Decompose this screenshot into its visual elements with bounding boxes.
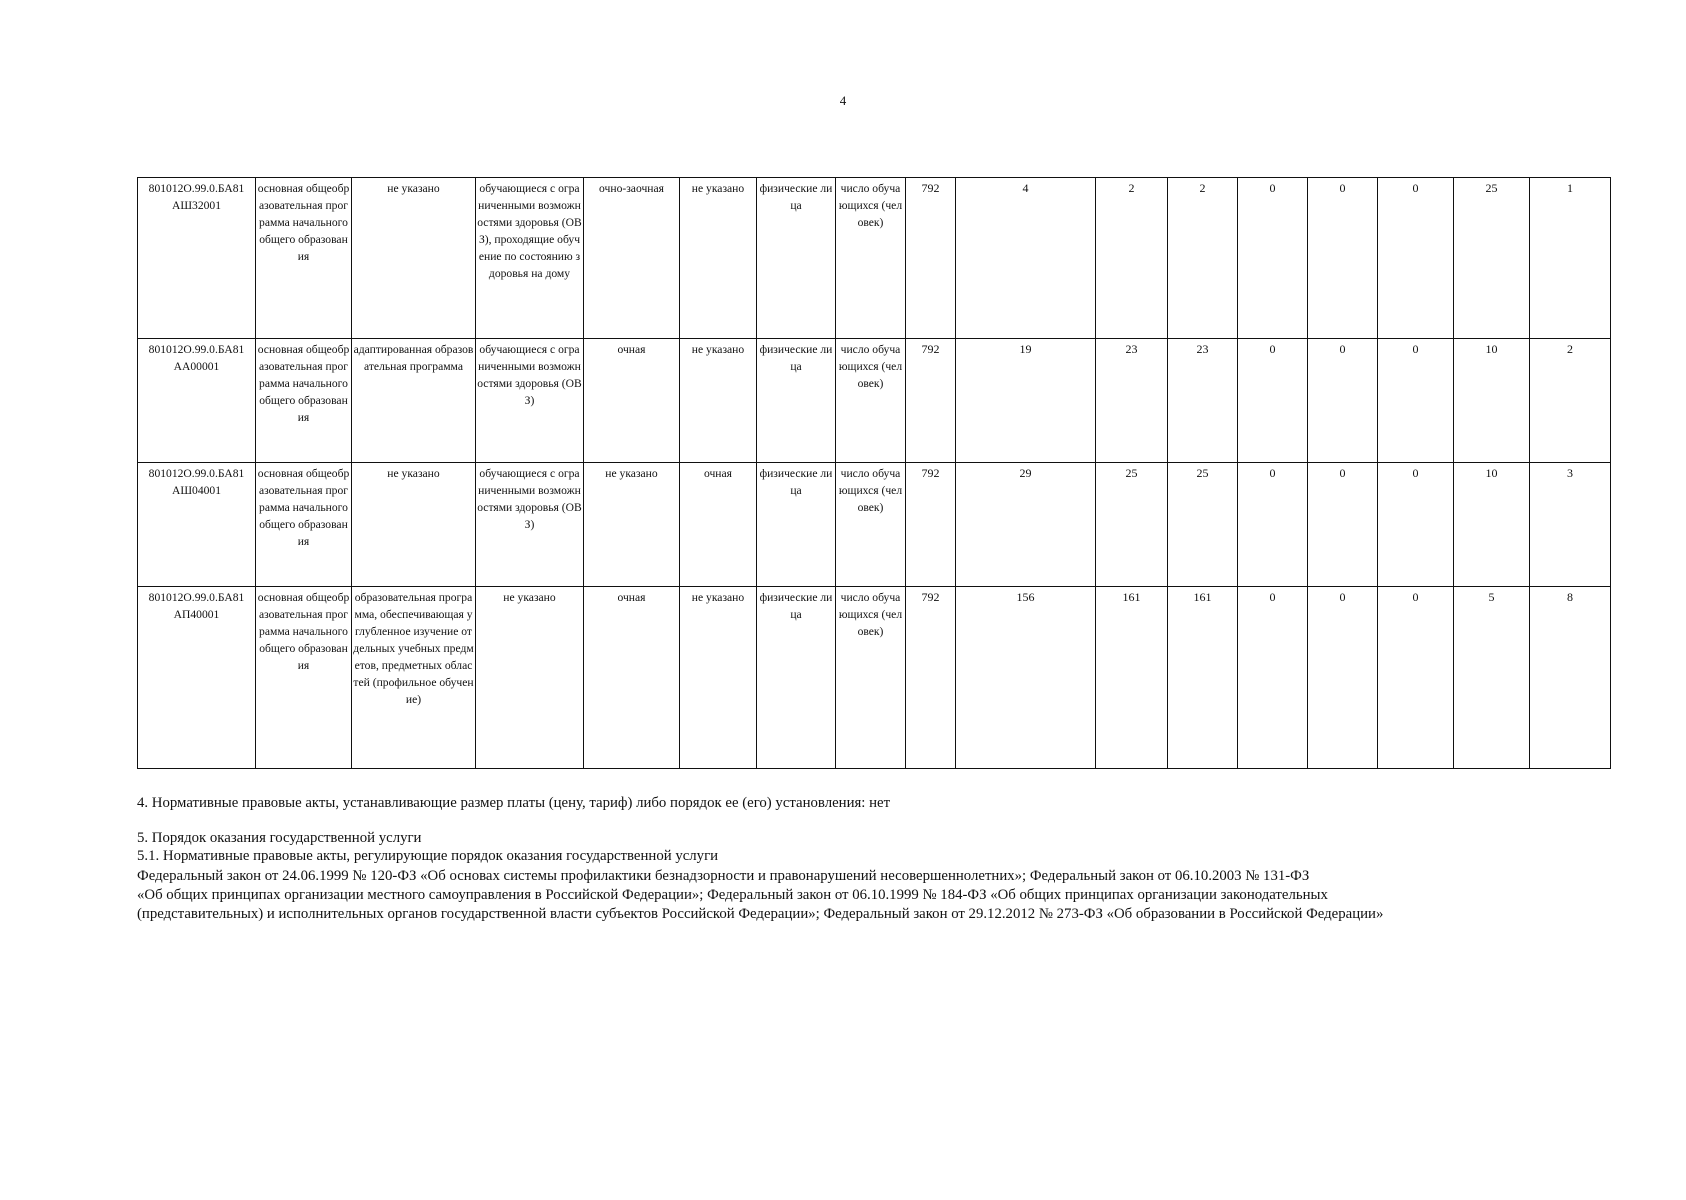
consumers-cell: физические лица xyxy=(757,339,836,463)
value-cell: 23 xyxy=(1168,339,1238,463)
registry-code-line: 801012О.99.0.БА81 xyxy=(148,343,245,356)
law-line: (представительных) и исполнительных органов государственной власти субъектов Российской Федерации»; Федеральный закон от 29.12.2012 № 273-ФЗ «Об образовании в Российской Федерации» xyxy=(137,906,1384,922)
column-6-cell: не указано xyxy=(680,587,757,769)
registry-code-line: АА00001 xyxy=(173,360,220,373)
program-cell: основная общеобразовательная программа начального общего образования xyxy=(256,339,352,463)
column-6-cell: не указано xyxy=(680,178,757,339)
registry-code-line: АП40001 xyxy=(173,608,220,621)
consumers-cell: физические лица xyxy=(757,178,836,339)
value-cell: 0 xyxy=(1238,178,1308,339)
form-cell: очная xyxy=(584,339,680,463)
category-cell: обучающиеся с ограниченными возможностями здоровья (ОВЗ) xyxy=(476,463,584,587)
value-cell: 0 xyxy=(1238,587,1308,769)
indicator-cell: число обучающихся (человек) xyxy=(836,587,906,769)
value-cell: 2 xyxy=(1168,178,1238,339)
form-cell: не указано xyxy=(584,463,680,587)
program-kind-cell: адаптированная образовательная программа xyxy=(352,339,476,463)
table-row xyxy=(138,178,1611,339)
category-cell: обучающиеся с ограниченными возможностями здоровья (ОВЗ) xyxy=(476,339,584,463)
value-cell: 2 xyxy=(1530,339,1611,463)
program-kind-cell: образовательная программа, обеспечивающая углубленное изучение отдельных учебных предметов, предметных областей (профильное обучение) xyxy=(352,587,476,769)
section-5-1-acts: 5.1. Нормативные правовые акты, регулирующие порядок оказания государственной услуги xyxy=(137,848,719,864)
section-5-procedure: 5. Порядок оказания государственной услуги xyxy=(137,830,422,846)
value-cell: 161 xyxy=(1096,587,1168,769)
table-row xyxy=(138,339,1611,463)
value-cell: 161 xyxy=(1168,587,1238,769)
consumers-cell: физические лица xyxy=(757,463,836,587)
indicator-cell: число обучающихся (человек) xyxy=(836,463,906,587)
value-cell: 8 xyxy=(1530,587,1611,769)
value-cell: 4 xyxy=(956,178,1096,339)
law-line: «Об общих принципах организации местного самоуправления в Российской Федерации»; Федеральный закон от 06.10.1999 № 184-ФЗ «Об общих принципах организации законодательных xyxy=(137,887,1328,903)
program-cell: основная общеобразовательная программа начального общего образования xyxy=(256,587,352,769)
okei-code-cell: 792 xyxy=(906,339,956,463)
value-cell: 0 xyxy=(1378,463,1454,587)
registry-code-line: 801012О.99.0.БА81 xyxy=(148,182,245,195)
value-cell: 3 xyxy=(1530,463,1611,587)
value-cell: 19 xyxy=(956,339,1096,463)
consumers-cell: физические лица xyxy=(757,587,836,769)
registry-code-line: АШ32001 xyxy=(171,199,222,212)
category-cell: обучающиеся с ограниченными возможностями здоровья (ОВЗ), проходящие обучение по состоянию здоровья на дому xyxy=(476,178,584,339)
value-cell: 0 xyxy=(1308,587,1378,769)
value-cell: 10 xyxy=(1454,339,1530,463)
program-kind-cell: не указано xyxy=(352,463,476,587)
value-cell: 23 xyxy=(1096,339,1168,463)
registry-code-cell xyxy=(138,587,256,769)
registry-code-cell xyxy=(138,339,256,463)
value-cell: 0 xyxy=(1378,587,1454,769)
section-4-payment-acts: 4. Нормативные правовые акты, устанавливающие размер платы (цену, тариф) либо порядок ее (его) установления: нет xyxy=(137,795,891,811)
registry-code-line: АШ04001 xyxy=(171,484,222,497)
column-6-cell: не указано xyxy=(680,339,757,463)
okei-code-cell: 792 xyxy=(906,178,956,339)
registry-code-line: 801012О.99.0.БА81 xyxy=(148,467,245,480)
indicator-cell: число обучающихся (человек) xyxy=(836,339,906,463)
services-table xyxy=(137,177,1611,769)
program-cell: основная общеобразовательная программа начального общего образования xyxy=(256,463,352,587)
value-cell: 156 xyxy=(956,587,1096,769)
value-cell: 0 xyxy=(1378,339,1454,463)
table-row xyxy=(138,587,1611,769)
value-cell: 29 xyxy=(956,463,1096,587)
program-kind-cell: не указано xyxy=(352,178,476,339)
registry-code-line: 801012О.99.0.БА81 xyxy=(148,591,245,604)
registry-code-cell xyxy=(138,463,256,587)
value-cell: 25 xyxy=(1168,463,1238,587)
table-row xyxy=(138,463,1611,587)
value-cell: 0 xyxy=(1308,339,1378,463)
value-cell: 25 xyxy=(1454,178,1530,339)
federal-laws-text xyxy=(137,867,1577,924)
form-cell: очно-заочная xyxy=(584,178,680,339)
form-cell: очная xyxy=(584,587,680,769)
program-cell: основная общеобразовательная программа начального общего образования xyxy=(256,178,352,339)
column-6-cell: очная xyxy=(680,463,757,587)
page-number: 4 xyxy=(839,93,847,108)
value-cell: 0 xyxy=(1378,178,1454,339)
value-cell: 5 xyxy=(1454,587,1530,769)
indicator-cell: число обучающихся (человек) xyxy=(836,178,906,339)
okei-code-cell: 792 xyxy=(906,587,956,769)
value-cell: 0 xyxy=(1238,339,1308,463)
value-cell: 0 xyxy=(1308,178,1378,339)
value-cell: 10 xyxy=(1454,463,1530,587)
value-cell: 2 xyxy=(1096,178,1168,339)
value-cell: 0 xyxy=(1308,463,1378,587)
category-cell: не указано xyxy=(476,587,584,769)
value-cell: 0 xyxy=(1238,463,1308,587)
value-cell: 25 xyxy=(1096,463,1168,587)
okei-code-cell: 792 xyxy=(906,463,956,587)
registry-code-cell xyxy=(138,178,256,339)
law-line: Федеральный закон от 24.06.1999 № 120-ФЗ «Об основах системы профилактики безнадзорности и правонарушений несовершеннолетних»; Федеральный закон от 06.10.2003 № 131-ФЗ xyxy=(137,868,1310,884)
value-cell: 1 xyxy=(1530,178,1611,339)
